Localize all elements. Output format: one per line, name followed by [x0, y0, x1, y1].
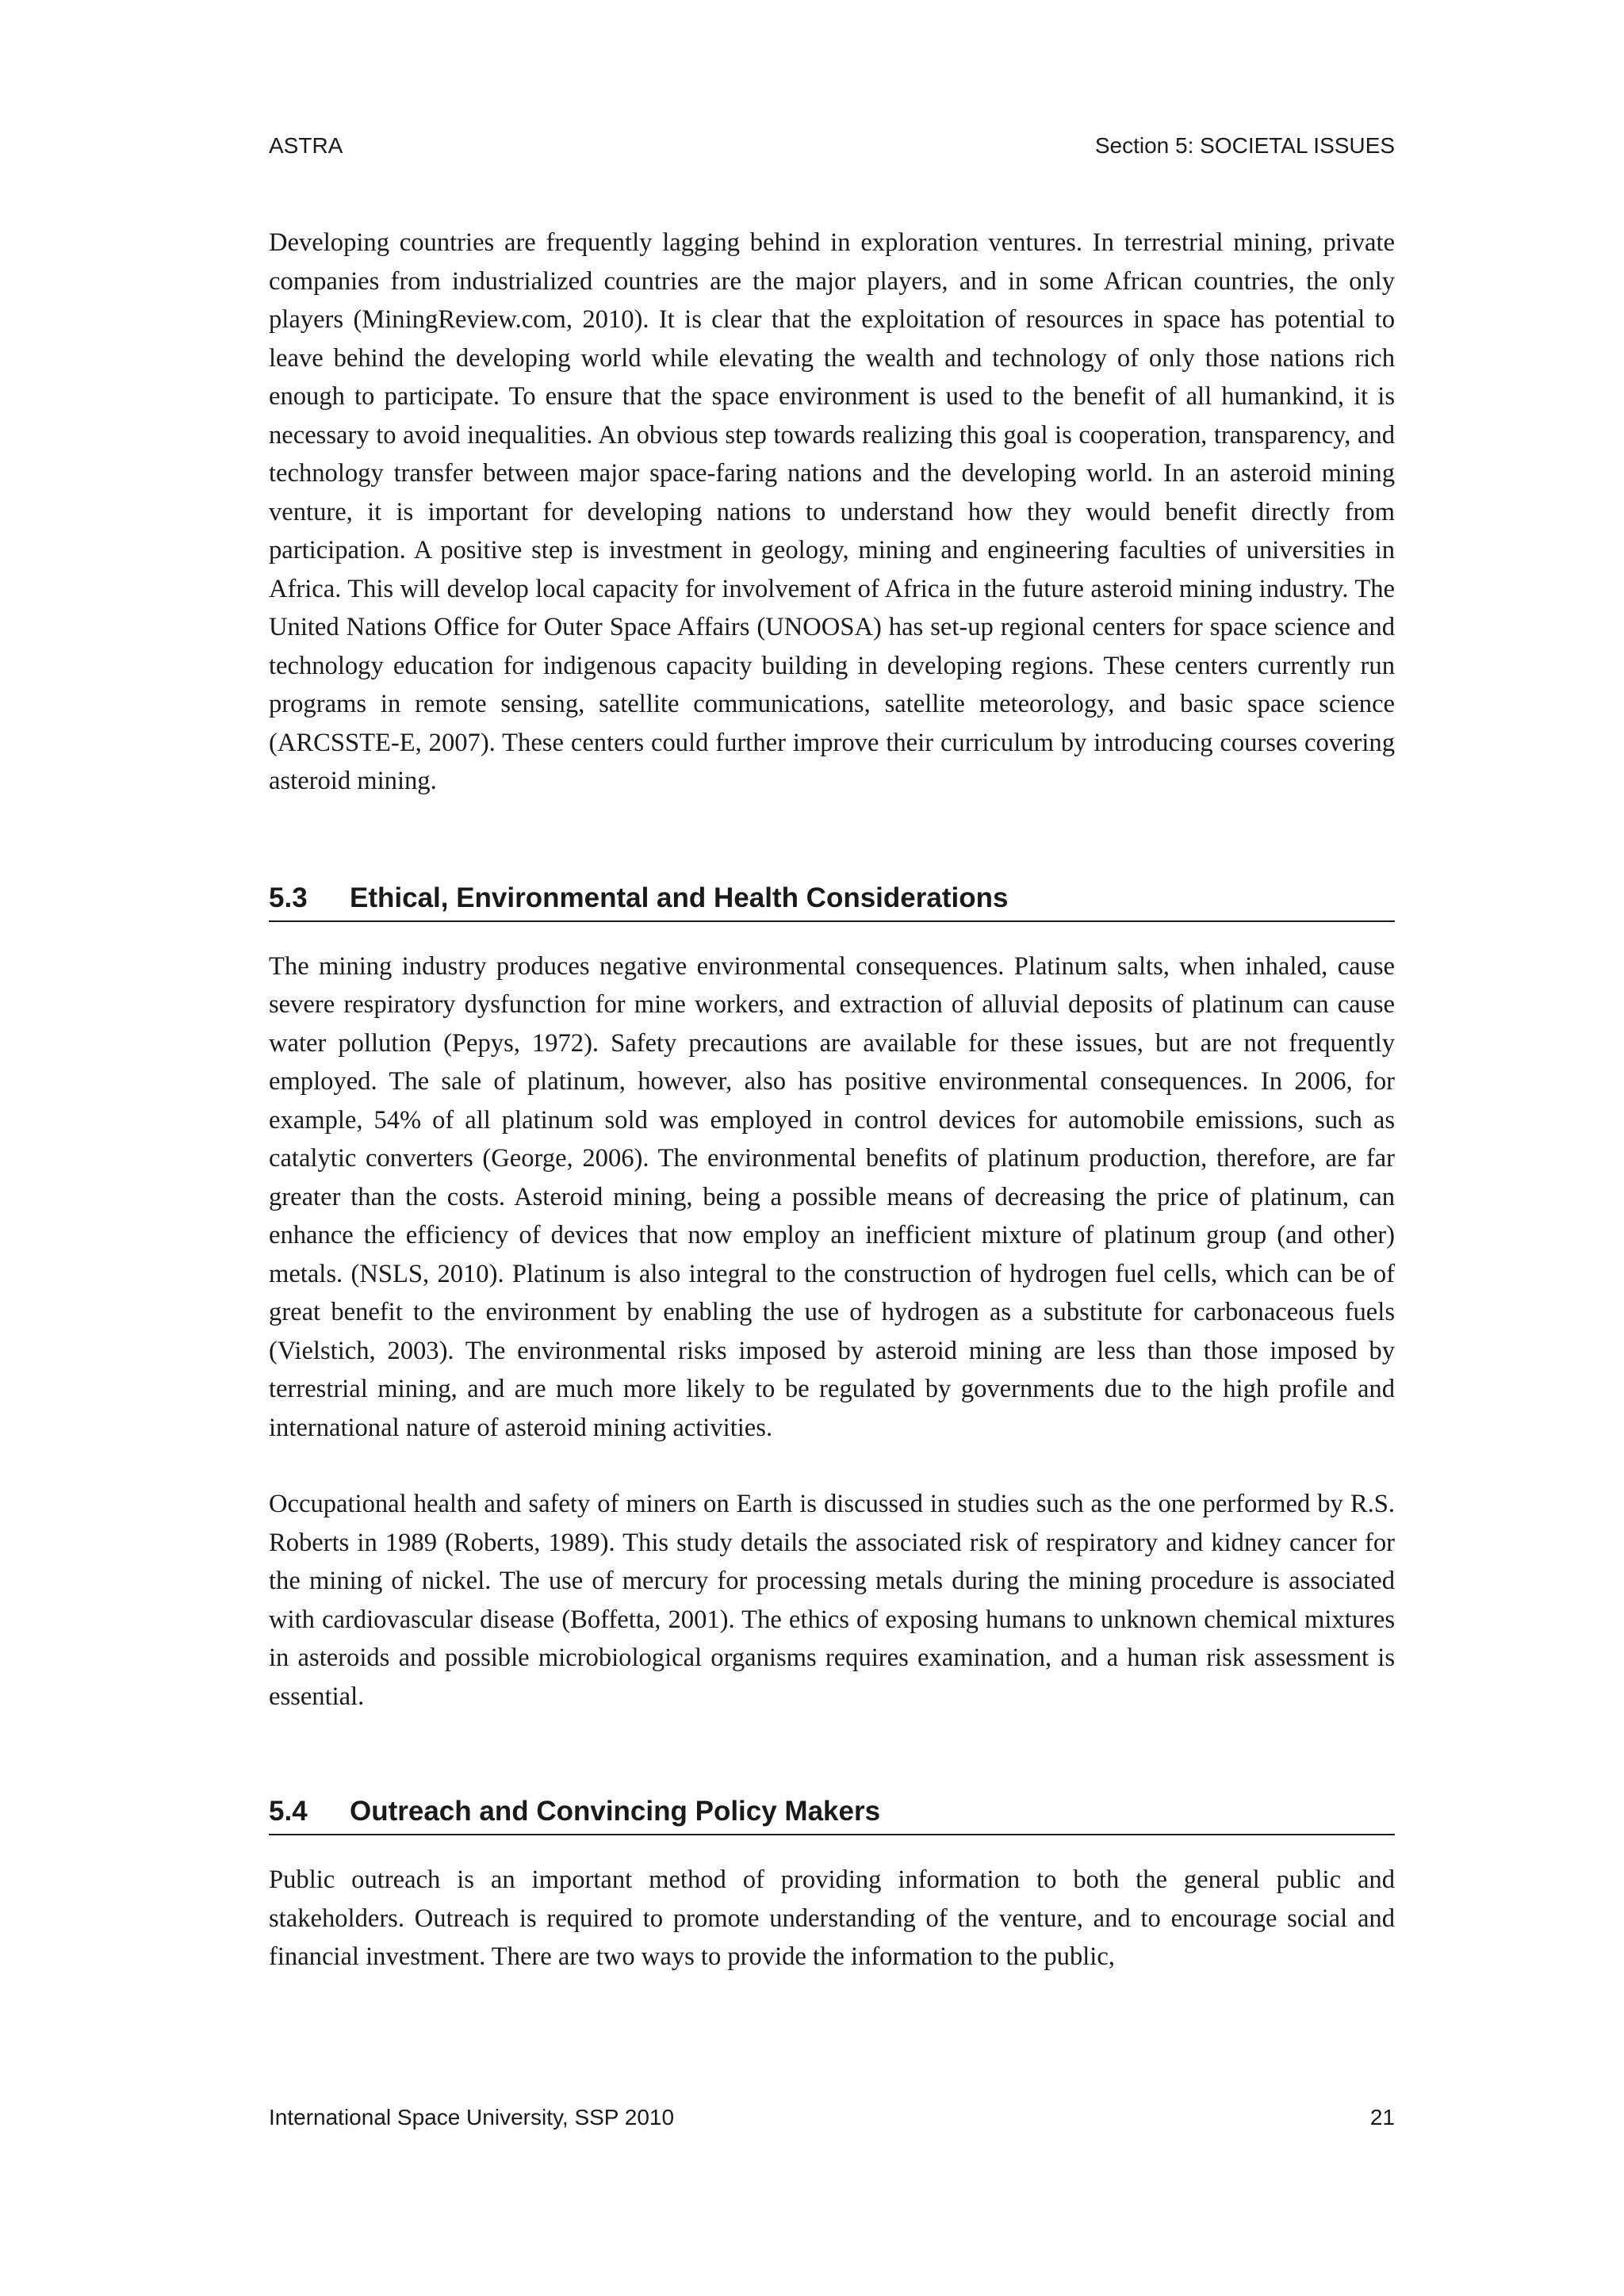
- header-doc-title: ASTRA: [269, 133, 343, 158]
- running-footer: [269, 2105, 1395, 2137]
- section-title: Outreach and Convincing Policy Makers: [350, 1796, 881, 1827]
- section-heading-5-4: [269, 1794, 1395, 1835]
- section-title: Ethical, Environmental and Health Considerations: [350, 882, 1009, 913]
- section-heading-5-3: [269, 881, 1395, 922]
- running-header: [269, 133, 1395, 165]
- main-content: [269, 224, 1395, 1976]
- section-number: 5.4: [269, 1796, 308, 1827]
- intro-paragraph: Developing countries are frequently lagging behind in exploration ventures. In terrestrial mining, private companies from industrialized countries are the major players, and in some African countries, the only players (MiningReview.com, 2010). It is clear that the exploitation of resources in space has potential to leave behind the developing world while elevating the wealth and technology of only those nations rich enough to participate. To ensure that the space environment is used to the benefit of all humankind, it is necessary to avoid inequalities. An obvious step towards realizing this goal is cooperation, transparency, and technology transfer between major space-faring nations and the developing world. In an asteroid mining venture, it is important for developing nations to understand how they would benefit directly from participation. A positive step is investment in geology, mining and engineering faculties of universities in Africa. This will develop local capacity for involvement of Africa in the future asteroid mining industry. The United Nations Office for Outer Space Affairs (UNOOSA) has set-up regional centers for space science and technology education for indigenous capacity building in developing regions. These centers currently run programs in remote sensing, satellite communications, satellite meteorology, and basic space science (ARCSSTE-E, 2007). These centers could further improve their curriculum by introducing courses covering asteroid mining.: [269, 228, 1395, 795]
- section-5-3-paragraph-2: Occupational health and safety of miners on Earth is discussed in studies such as the one performed by R.S. Roberts in 1989 (Roberts, 1989). This study details the associated risk of respiratory and kidney cancer for the mining of nickel. The use of mercury for processing metals during the mining procedure is associated with cardiovascular disease (Boffetta, 2001). The ethics of exposing humans to unknown chemical mixtures in asteroids and possible microbiological organisms requires examination, and a human risk assessment is essential.: [269, 1490, 1395, 1711]
- section-5-3-paragraph-1: The mining industry produces negative environmental consequences. Platinum salts, when inhaled, cause severe respiratory dysfunction for mine workers, and extraction of alluvial deposits of platinum can cause water pollution (Pepys, 1972). Safety precautions are available for these issues, but are not frequently employed. The sale of platinum, however, also has positive environmental consequences. In 2006, for example, 54% of all platinum sold was employed in control devices for automobile emissions, such as catalytic converters (George, 2006). The environmental benefits of platinum production, therefore, are far greater than the costs. Asteroid mining, being a possible means of decreasing the price of platinum, can enhance the efficiency of devices that now employ an inefficient mixture of platinum group (and other) metals. (NSLS, 2010). Platinum is also integral to the construction of hydrogen fuel cells, which can be of great benefit to the environment by enabling the use of hydrogen as a substitute for carbonaceous fuels (Vielstich, 2003). The environmental risks imposed by asteroid mining are less than those imposed by terrestrial mining, and are much more likely to be regulated by governments due to the high profile and international nature of asteroid mining activities.: [269, 951, 1395, 1442]
- page-number: 21: [1369, 2105, 1395, 2130]
- section-5-4-paragraph-1: Public outreach is an important method of providing information to both the general public and stakeholders. Outreach is required to promote understanding of the venture, and to encourage social and financial investment. There are two ways to provide the information to the public,: [269, 1866, 1395, 1971]
- footer-institution: International Space University, SSP 2010: [269, 2105, 675, 2130]
- section-number: 5.3: [269, 882, 308, 913]
- header-section-title: Section 5: SOCIETAL ISSUES: [1094, 133, 1395, 158]
